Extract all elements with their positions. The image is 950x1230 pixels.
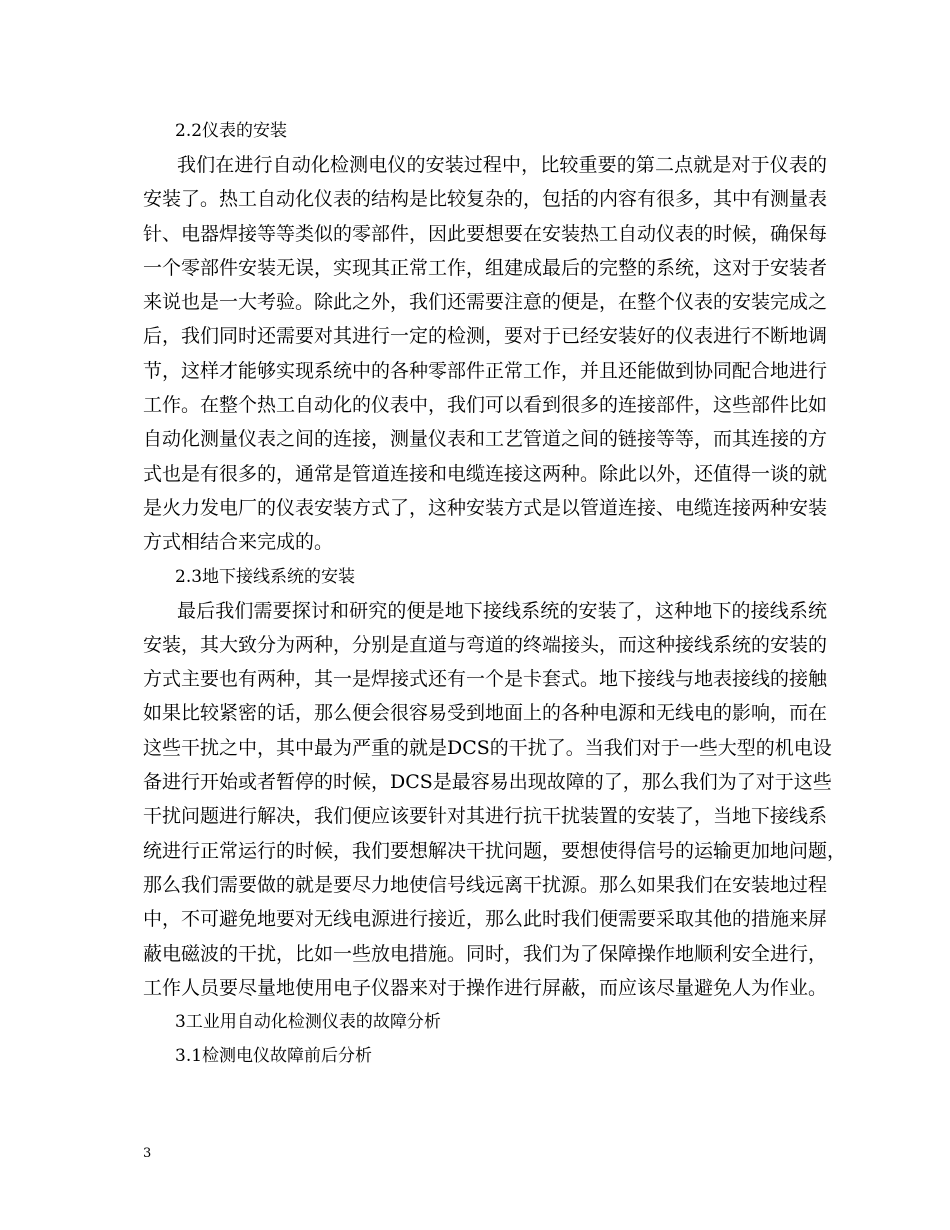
paragraph-line: 方式相结合来完成的。: [143, 531, 334, 554]
paragraph-line: 那么我们需要做的就是要尽力地使信号线远离干扰源。那么如果我们在安装地过程: [143, 873, 828, 896]
paragraph-line: 最后我们需要探讨和研究的便是地下接线系统的安装了，这种地下的接线系统: [177, 599, 827, 622]
paragraph-line: 来说也是一大考验。除此之外，我们还需要注意的便是，在整个仪表的安装完成之: [143, 291, 828, 314]
paragraph-line: 备进行开始或者暂停的时候，DCS是最容易出现故障的了，那么我们为了对于这些: [143, 771, 832, 794]
section-heading: 2.3地下接线系统的安装: [175, 566, 356, 587]
section-heading: 3工业用自动化检测仪表的故障分析: [175, 1012, 441, 1033]
paragraph-line: 蔽电磁波的干扰，比如一些放电措施。同时，我们为了保障操作地顺利安全进行，: [143, 942, 828, 965]
body-paragraph: [143, 594, 847, 1006]
paragraph-line: 统进行正常运行的时候，我们要想解决干扰问题，要想使得信号的运输更加地问题，: [143, 839, 847, 862]
paragraph-line: 后，我们同时还需要对其进行一定的检测，要对于已经安装好的仪表进行不断地调: [143, 325, 828, 348]
paragraph-line: 节，这样才能够实现系统中的各种零部件正常工作，并且还能做到协同配合地进行: [143, 359, 828, 382]
paragraph-line: 一个零部件安装无误，实现其正常工作，组建成最后的完整的系统，这对于安装者: [143, 256, 828, 279]
paragraph-line: 工作。在整个热工自动化的仪表中，我们可以看到很多的连接部件，这些部件比如: [143, 394, 828, 417]
body-paragraph: [143, 148, 827, 560]
page-body: [143, 114, 847, 1073]
section-heading: 3.1检测电仪故障前后分析: [175, 1046, 373, 1067]
paragraph-line: 针、电器焊接等等类似的零部件，因此要想要在安装热工自动仪表的时候，确保每: [143, 222, 828, 245]
section-heading: 2.2仪表的安装: [175, 121, 288, 141]
paragraph-line: 我们在进行自动化检测电仪的安装过程中，比较重要的第二点就是对于仪表的: [177, 154, 827, 176]
paragraph-line: 工作人员要尽量地使用电子仪器来对于操作进行屏蔽，而应该尽量避免人为作业。: [143, 976, 828, 999]
paragraph-line: 中，不可避免地要对无线电源进行接近，那么此时我们便需要采取其他的措施来屏: [143, 908, 828, 931]
paragraph-line: 自动化测量仪表之间的连接，测量仪表和工艺管道之间的链接等等，而其连接的方: [143, 428, 828, 451]
paragraph-line: 这些干扰之中，其中最为严重的就是DCS的干扰了。当我们对于一些大型的机电设: [143, 736, 832, 759]
paragraph-line: 如果比较紧密的话，那么便会很容易受到地面上的各种电源和无线电的影响，而在: [143, 702, 828, 725]
paragraph-line: 是火力发电厂的仪表安装方式了，这种安装方式是以管道连接、电缆连接两种安装: [143, 496, 828, 519]
paragraph-line: 安装了。热工自动化仪表的结构是比较复杂的，包括的内容有很多，其中有测量表: [143, 188, 828, 211]
paragraph-line: 安装，其大致分为两种，分别是直道与弯道的终端接头，而这种接线系统的安装的: [143, 633, 828, 656]
paragraph-line: 式也是有很多的，通常是管道连接和电缆连接这两种。除此以外，还值得一谈的就: [143, 462, 828, 485]
paragraph-line: 干扰问题进行解决，我们便应该要针对其进行抗干扰装置的安装了，当地下接线系: [143, 805, 828, 828]
page-number: 3: [143, 1146, 152, 1161]
paragraph-line: 方式主要也有两种，其一是焊接式还有一个是卡套式。地下接线与地表接线的接触: [143, 668, 828, 691]
